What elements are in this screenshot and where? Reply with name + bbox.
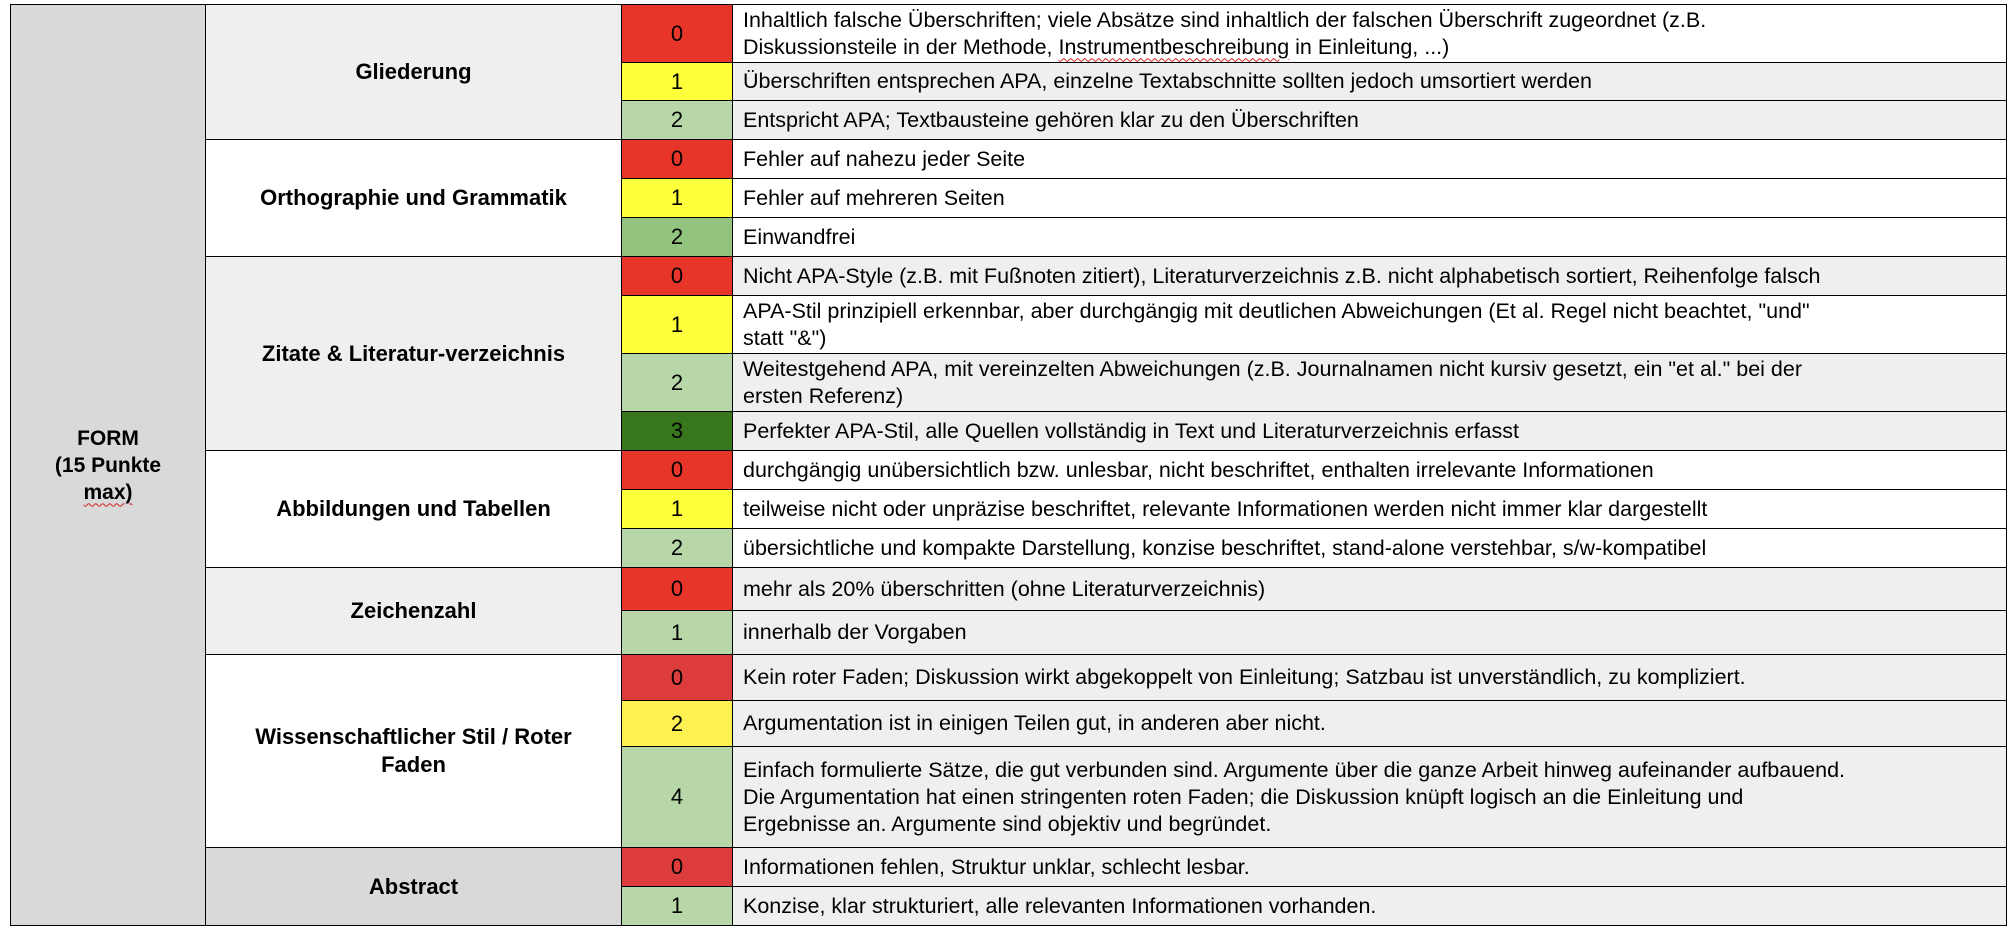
criterion-stil: Wissenschaftlicher Stil / Roter Faden xyxy=(206,655,622,848)
criterion-zitate-label: Zitate & Literatur-verzeichnis xyxy=(261,340,566,366)
description-cell: durchgängig unübersichtlich bzw. unlesbar, nicht beschriftet, enthalten irrelevante Informationen xyxy=(733,451,2007,490)
score-cell: 0 xyxy=(622,140,733,179)
score-cell: 1 xyxy=(622,296,733,354)
score-cell: 2 xyxy=(622,354,733,412)
description-cell: Weitestgehend APA, mit vereinzelten Abweichungen (z.B. Journalnamen nicht kursiv gesetzt, ein "et al." bei der ersten Referenz) xyxy=(733,354,2007,412)
table-row xyxy=(11,848,2007,887)
score-cell: 0 xyxy=(622,568,733,611)
rubric-table xyxy=(10,4,2007,926)
score-cell: 1 xyxy=(622,490,733,529)
score-cell: 2 xyxy=(622,701,733,747)
category-points: (15 Punkte xyxy=(54,453,162,477)
table-row xyxy=(11,140,2007,179)
table-row xyxy=(11,451,2007,490)
criterion-zeichenzahl: Zeichenzahl xyxy=(206,568,622,655)
description-cell: Fehler auf mehreren Seiten xyxy=(733,179,2007,218)
score-cell: 0 xyxy=(622,257,733,296)
table-row xyxy=(11,5,2007,63)
score-cell: 1 xyxy=(622,63,733,101)
table-row xyxy=(11,568,2007,611)
score-cell: 0 xyxy=(622,451,733,490)
score-cell: 0 xyxy=(622,655,733,701)
description-cell: teilweise nicht oder unpräzise beschriftet, relevante Informationen werden nicht immer klar dargestellt xyxy=(733,490,2007,529)
table-row xyxy=(11,655,2007,701)
description-cell: Informationen fehlen, Struktur unklar, schlecht lesbar. xyxy=(733,848,2007,887)
criterion-abbildungen: Abbildungen und Tabellen xyxy=(206,451,622,568)
category-cell xyxy=(11,5,206,926)
score-cell: 2 xyxy=(622,101,733,140)
score-cell: 3 xyxy=(622,412,733,451)
criterion-zitate xyxy=(206,257,622,451)
description-cell: Nicht APA-Style (z.B. mit Fußnoten zitiert), Literaturverzeichnis z.B. nicht alphabetisch sortiert, Reihenfolge falsch xyxy=(733,257,2007,296)
description-cell: mehr als 20% überschritten (ohne Literaturverzeichnis) xyxy=(733,568,2007,611)
description-cell: Fehler auf nahezu jeder Seite xyxy=(733,140,2007,179)
score-cell: 0 xyxy=(622,848,733,887)
description-cell: APA-Stil prinzipiell erkennbar, aber durchgängig mit deutlichen Abweichungen (Et al. Regel nicht beachtet, "und" statt "&") xyxy=(733,296,2007,354)
description-cell: Inhaltlich falsche Überschriften; viele Absätze sind inhaltlich der falschen Überschrift zugeordnet (z.B. Diskussionsteile in der Methode, Instrumentbeschreibung in Einleitung, ...) xyxy=(733,5,2007,63)
description-cell: Argumentation ist in einigen Teilen gut, in anderen aber nicht. xyxy=(733,701,2007,747)
description-cell: Einwandfrei xyxy=(733,218,2007,257)
score-cell: 1 xyxy=(622,611,733,655)
table-row xyxy=(11,257,2007,296)
score-cell: 0 xyxy=(622,5,733,63)
description-cell: Konzise, klar strukturiert, alle relevanten Informationen vorhanden. xyxy=(733,887,2007,926)
category-title: FORM xyxy=(77,426,139,450)
category-max: max) xyxy=(83,480,133,504)
criterion-orthographie: Orthographie und Grammatik xyxy=(206,140,622,257)
description-cell: Kein roter Faden; Diskussion wirkt abgekoppelt von Einleitung; Satzbau ist unverständlich, zu kompliziert. xyxy=(733,655,2007,701)
description-cell: innerhalb der Vorgaben xyxy=(733,611,2007,655)
score-cell: 4 xyxy=(622,747,733,848)
description-cell: Entspricht APA; Textbausteine gehören klar zu den Überschriften xyxy=(733,101,2007,140)
score-cell: 1 xyxy=(622,887,733,926)
score-cell: 2 xyxy=(622,218,733,257)
criterion-gliederung: Gliederung xyxy=(206,5,622,140)
score-cell: 2 xyxy=(622,529,733,568)
criterion-abstract: Abstract xyxy=(206,848,622,926)
description-cell: Perfekter APA-Stil, alle Quellen vollständig in Text und Literaturverzeichnis erfasst xyxy=(733,412,2007,451)
description-cell: Einfach formulierte Sätze, die gut verbunden sind. Argumente über die ganze Arbeit hinweg aufeinander aufbauend. Die Argumentation hat einen stringenten roten Faden; die Diskussion knüpft logisch an die Einleitung und Ergebnisse an. Argumente sind objektiv und begründet. xyxy=(733,747,2007,848)
description-cell: übersichtliche und kompakte Darstellung, konzise beschriftet, stand-alone verstehbar, s/w-kompatibel xyxy=(733,529,2007,568)
description-cell: Überschriften entsprechen APA, einzelne Textabschnitte sollten jedoch umsortiert werden xyxy=(733,63,2007,101)
score-cell: 1 xyxy=(622,179,733,218)
